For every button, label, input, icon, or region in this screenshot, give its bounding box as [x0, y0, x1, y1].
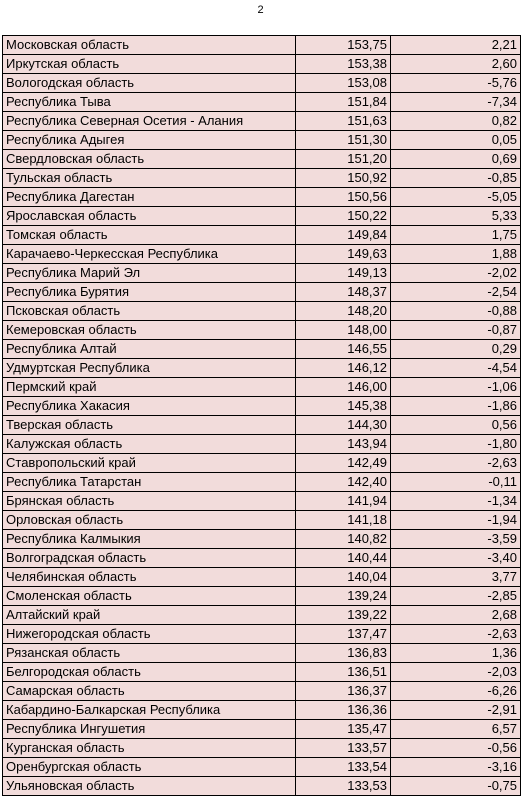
value-cell: 133,57: [296, 739, 391, 758]
value-cell: 146,00: [296, 378, 391, 397]
value-cell: 136,36: [296, 701, 391, 720]
region-cell: Республика Адыгея: [3, 131, 296, 150]
value-cell: 149,84: [296, 226, 391, 245]
region-cell: Иркутская область: [3, 55, 296, 74]
table-row: [3, 606, 521, 625]
table-row: [3, 777, 521, 796]
value-cell: 145,38: [296, 397, 391, 416]
table-row: [3, 511, 521, 530]
change-cell: -1,06: [391, 378, 521, 397]
change-cell: 0,69: [391, 150, 521, 169]
value-cell: 142,40: [296, 473, 391, 492]
table-row: [3, 530, 521, 549]
region-cell: Рязанская область: [3, 644, 296, 663]
region-cell: Республика Бурятия: [3, 283, 296, 302]
table-row: [3, 758, 521, 777]
change-cell: -2,54: [391, 283, 521, 302]
table-row: [3, 739, 521, 758]
table-row: [3, 625, 521, 644]
change-cell: -1,34: [391, 492, 521, 511]
table-row: [3, 74, 521, 93]
table-row: [3, 264, 521, 283]
change-cell: -6,26: [391, 682, 521, 701]
value-cell: 151,30: [296, 131, 391, 150]
table-row: [3, 245, 521, 264]
change-cell: -5,76: [391, 74, 521, 93]
table-row: [3, 321, 521, 340]
region-cell: Орловская область: [3, 511, 296, 530]
value-cell: 137,47: [296, 625, 391, 644]
region-cell: Республика Тыва: [3, 93, 296, 112]
table-row: [3, 36, 521, 55]
region-cell: Вологодская область: [3, 74, 296, 93]
change-cell: -5,05: [391, 188, 521, 207]
value-cell: 146,55: [296, 340, 391, 359]
region-cell: Псковская область: [3, 302, 296, 321]
change-cell: -0,87: [391, 321, 521, 340]
change-cell: -2,63: [391, 625, 521, 644]
value-cell: 153,08: [296, 74, 391, 93]
region-cell: Республика Хакасия: [3, 397, 296, 416]
change-cell: 3,77: [391, 568, 521, 587]
region-cell: Республика Ингушетия: [3, 720, 296, 739]
value-cell: 135,47: [296, 720, 391, 739]
change-cell: -1,86: [391, 397, 521, 416]
region-cell: Калужская область: [3, 435, 296, 454]
value-cell: 133,53: [296, 777, 391, 796]
change-cell: -2,85: [391, 587, 521, 606]
change-cell: 1,75: [391, 226, 521, 245]
table-row: [3, 55, 521, 74]
change-cell: -2,03: [391, 663, 521, 682]
region-cell: Тульская область: [3, 169, 296, 188]
table-row: [3, 150, 521, 169]
table-row: [3, 93, 521, 112]
region-cell: Смоленская область: [3, 587, 296, 606]
change-cell: -3,59: [391, 530, 521, 549]
value-cell: 153,75: [296, 36, 391, 55]
change-cell: -0,75: [391, 777, 521, 796]
change-cell: -2,63: [391, 454, 521, 473]
table-row: [3, 340, 521, 359]
change-cell: -4,54: [391, 359, 521, 378]
change-cell: -7,34: [391, 93, 521, 112]
value-cell: 151,20: [296, 150, 391, 169]
table-row: [3, 435, 521, 454]
value-cell: 141,94: [296, 492, 391, 511]
value-cell: 148,20: [296, 302, 391, 321]
region-cell: Кабардино-Балкарская Республика: [3, 701, 296, 720]
change-cell: -0,56: [391, 739, 521, 758]
value-cell: 142,49: [296, 454, 391, 473]
change-cell: 1,88: [391, 245, 521, 264]
change-cell: 2,60: [391, 55, 521, 74]
value-cell: 136,51: [296, 663, 391, 682]
change-cell: -1,80: [391, 435, 521, 454]
change-cell: -3,40: [391, 549, 521, 568]
table-row: [3, 112, 521, 131]
table-row: [3, 720, 521, 739]
table-row: [3, 188, 521, 207]
table-row: [3, 283, 521, 302]
value-cell: 153,38: [296, 55, 391, 74]
change-cell: 5,33: [391, 207, 521, 226]
table-row: [3, 492, 521, 511]
table-row: [3, 359, 521, 378]
region-cell: Челябинская область: [3, 568, 296, 587]
value-cell: 144,30: [296, 416, 391, 435]
region-cell: Удмуртская Республика: [3, 359, 296, 378]
region-cell: Кемеровская область: [3, 321, 296, 340]
change-cell: -0,11: [391, 473, 521, 492]
region-cell: Республика Северная Осетия - Алания: [3, 112, 296, 131]
value-cell: 150,92: [296, 169, 391, 188]
table-row: [3, 454, 521, 473]
region-cell: Карачаево-Черкесская Республика: [3, 245, 296, 264]
value-cell: 140,82: [296, 530, 391, 549]
value-cell: 139,24: [296, 587, 391, 606]
value-cell: 136,83: [296, 644, 391, 663]
region-cell: Тверская область: [3, 416, 296, 435]
change-cell: 1,36: [391, 644, 521, 663]
change-cell: -3,16: [391, 758, 521, 777]
value-cell: 151,84: [296, 93, 391, 112]
table-row: [3, 169, 521, 188]
table-row: [3, 131, 521, 150]
value-cell: 150,22: [296, 207, 391, 226]
value-cell: 141,18: [296, 511, 391, 530]
change-cell: 0,82: [391, 112, 521, 131]
table-row: [3, 663, 521, 682]
region-cell: Республика Татарстан: [3, 473, 296, 492]
region-cell: Курганская область: [3, 739, 296, 758]
table-row: [3, 587, 521, 606]
table-row: [3, 473, 521, 492]
table-row: [3, 397, 521, 416]
value-cell: 139,22: [296, 606, 391, 625]
change-cell: 6,57: [391, 720, 521, 739]
change-cell: 0,29: [391, 340, 521, 359]
table-row: [3, 682, 521, 701]
value-cell: 148,00: [296, 321, 391, 340]
change-cell: -2,02: [391, 264, 521, 283]
region-cell: Республика Калмыкия: [3, 530, 296, 549]
table-row: [3, 549, 521, 568]
table-row: [3, 701, 521, 720]
region-cell: Республика Марий Эл: [3, 264, 296, 283]
value-cell: 140,44: [296, 549, 391, 568]
region-cell: Самарская область: [3, 682, 296, 701]
table-row: [3, 644, 521, 663]
value-cell: 149,63: [296, 245, 391, 264]
value-cell: 140,04: [296, 568, 391, 587]
table-row: [3, 378, 521, 397]
value-cell: 149,13: [296, 264, 391, 283]
region-cell: Алтайский край: [3, 606, 296, 625]
table-row: [3, 226, 521, 245]
value-cell: 146,12: [296, 359, 391, 378]
table-row: [3, 416, 521, 435]
change-cell: 0,56: [391, 416, 521, 435]
region-cell: Ярославская область: [3, 207, 296, 226]
region-cell: Оренбургская область: [3, 758, 296, 777]
page-number: 2: [257, 4, 264, 16]
region-cell: Белгородская область: [3, 663, 296, 682]
change-cell: 2,68: [391, 606, 521, 625]
value-cell: 136,37: [296, 682, 391, 701]
region-data-table: [2, 35, 521, 796]
table-row: [3, 207, 521, 226]
value-cell: 133,54: [296, 758, 391, 777]
region-cell: Брянская область: [3, 492, 296, 511]
change-cell: -1,94: [391, 511, 521, 530]
change-cell: 2,21: [391, 36, 521, 55]
table-row: [3, 302, 521, 321]
value-cell: 148,37: [296, 283, 391, 302]
region-cell: Республика Дагестан: [3, 188, 296, 207]
region-cell: Волгоградская область: [3, 549, 296, 568]
table-row: [3, 568, 521, 587]
region-cell: Московская область: [3, 36, 296, 55]
region-cell: Ставропольский край: [3, 454, 296, 473]
table-body: [3, 36, 521, 796]
region-cell: Ульяновская область: [3, 777, 296, 796]
change-cell: -0,85: [391, 169, 521, 188]
change-cell: -0,88: [391, 302, 521, 321]
value-cell: 150,56: [296, 188, 391, 207]
value-cell: 151,63: [296, 112, 391, 131]
value-cell: 143,94: [296, 435, 391, 454]
region-cell: Нижегородская область: [3, 625, 296, 644]
change-cell: -2,91: [391, 701, 521, 720]
region-cell: Свердловская область: [3, 150, 296, 169]
region-cell: Томская область: [3, 226, 296, 245]
change-cell: 0,05: [391, 131, 521, 150]
region-cell: Пермский край: [3, 378, 296, 397]
region-cell: Республика Алтай: [3, 340, 296, 359]
